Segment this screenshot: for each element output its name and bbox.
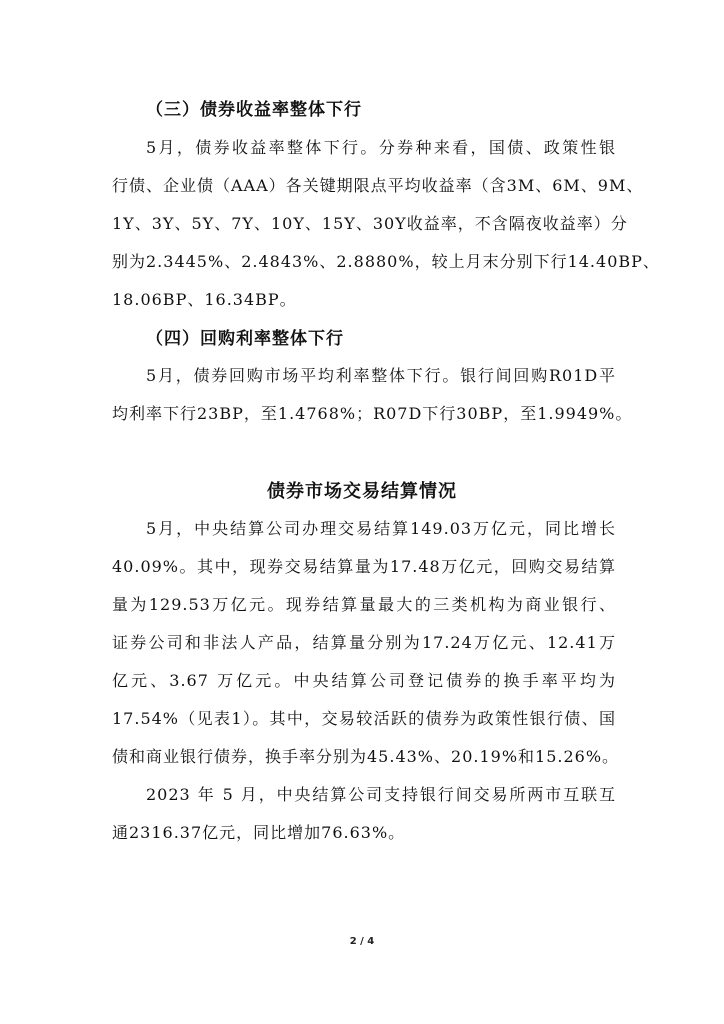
settlement-paragraph-line: 5月，中央结算公司办理交易结算149.03万亿元，同比增长 [146,519,616,538]
interconnect-paragraph-line: 2023 年 5 月，中央结算公司支持银行间交易所两市互联互 [146,785,616,804]
interconnect-paragraph-line: 通2316.37亿元，同比增加76.63%。 [112,823,406,842]
repo-rate-line: 5月，债券回购市场平均利率整体下行。银行间回购R01D平 [146,366,616,385]
bond-yield-line: 5月，债券收益率整体下行。分券种来看，国债、政策性银 [146,138,616,157]
repo-rate-line: 均利率下行23BP，至1.4768%；R07D下行30BP，至1.9949%。 [112,404,633,423]
settlement-paragraph-line: 量为129.53万亿元。现券结算量最大的三类机构为商业银行、 [112,595,616,614]
bond-yield-line: 别为2.3445%、2.4843%、2.8880%，较上月末分别下行14.40BP、 [112,252,660,271]
settlement-section-title: 债券市场交易结算情况 [267,481,457,502]
settlement-paragraph-line: 证券公司和非法人产品，结算量分别为17.24万亿元、12.41万 [112,633,616,652]
bond-yield-heading: （三）债券收益率整体下行 [146,100,362,120]
bond-yield-line: 18.06BP、16.34BP。 [112,290,297,309]
bond-yield-line: 行债、企业债（AAA）各关键期限点平均收益率（含3M、6M、9M、 [112,176,644,195]
page-number: 2 / 4 [349,936,375,947]
settlement-paragraph-line: 债和商业银行债券，换手率分别为45.43%、20.19%和15.26%。 [112,747,620,766]
repo-rate-heading: （四）回购利率整体下行 [146,329,344,349]
settlement-paragraph-line: 17.54%（见表1）。其中，交易较活跃的债券为政策性银行债、国 [112,709,616,728]
settlement-paragraph-line: 亿元、3.67 万亿元。中央结算公司登记债券的换手率平均为 [112,671,616,690]
settlement-paragraph-line: 40.09%。其中，现券交易结算量为17.48万亿元，回购交易结算 [112,557,616,576]
bond-yield-line: 1Y、3Y、5Y、7Y、10Y、15Y、30Y收益率，不含隔夜收益率）分 [112,214,628,233]
